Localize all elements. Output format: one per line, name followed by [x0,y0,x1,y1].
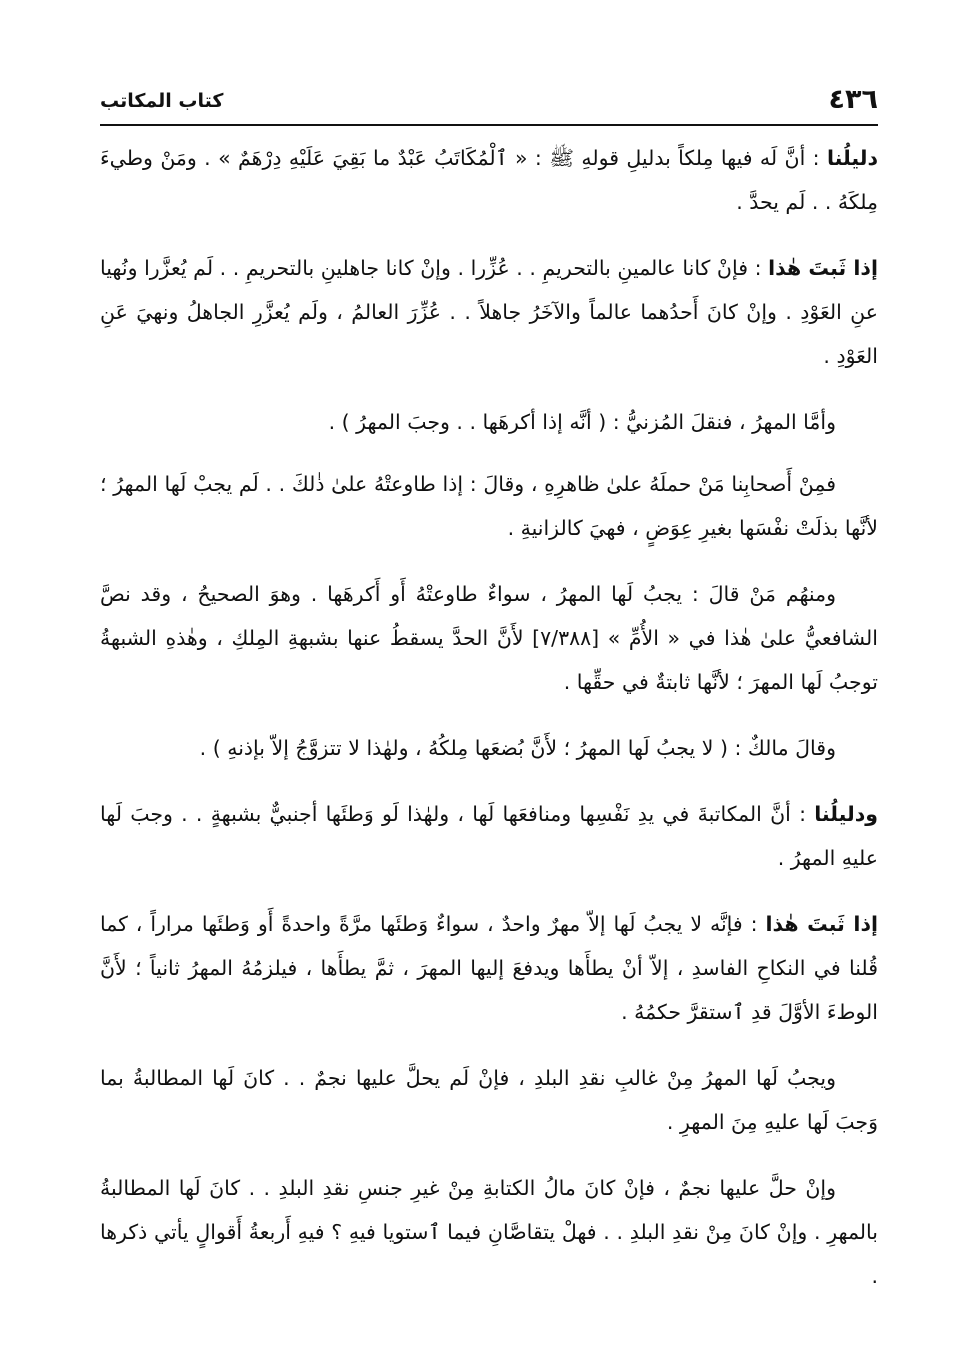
paragraph-text: وإنْ حلَّ عليها نجمٌ ، فإنْ كانَ مالُ الكتابةِ مِنْ غيرِ جنسِ نقدِ البلدِ . . كانَ لَها المطالبةُ بالمهرِ . وإنْ كانَ مِنْ نقدِ البلدِ . . فهلْ يتقاصَّانِ فيما ٱستويا فيهِ ؟ فيهِ أَربعةُ أَقوالٍ يأتي ذكرها . [100,1176,878,1288]
paragraph-second-opinion [100,572,878,704]
paragraph-text: : فإنْ كانا عالمينِ بالتحريمِ . . عُزِّرا . وإنْ كانا جاهلينِ بالتحريمِ . . لَم يُعزَّرا ونُهيا عنِ العَوْدِ . وإنْ كانَ أَحدُهما عالماً والآخَرُ جاهلاً . . عُزِّرَ العالمُ ، ولَم يُعزَّرِ الجاهلُ ونهيَ عَنِ العَوْدِ . [100,256,878,368]
paragraph-text: : أنَّ المكاتبةَ في يدِ نَفْسِها ومنافعَها لَها ، ولهٰذا لَو وَطئَها أجنبيٌّ بشبهةٍ . . وجبَ لَها عليهِ المهرُ . [100,802,878,870]
paragraph-malik-opinion [100,726,878,770]
paragraph-evidence-ownership [100,136,878,224]
paragraph-first-opinion [100,462,878,550]
paragraph-text: : أنَّ لَه فيها مِلكاً بدليلِ قولهِ ﷺ : « ٱلْمُكَاتَبُ عَبْدٌ ما بَقِيَ عَلَيْهِ دِرْهَمٌ » . ومَنْ وطيءَ مِلكَهُ . . لَم يحدَّ . [100,146,878,214]
paragraph-mahr-currency [100,1056,878,1144]
paragraph-lead: ودليلُنا [814,802,878,826]
paragraph-ruling-tazir [100,246,878,378]
paragraph-text: ويجبُ لَها المهرُ مِنْ غالبِ نقدِ البلدِ ، فإنْ لَم يحلَّ عليها نجمٌ . . كانَ لَها المطالبةُ بما وَجبَ لَها عليهِ مِنَ المهرِ . [100,1066,878,1134]
paragraph-lead: إذا ثَبتَ هٰذا [765,912,878,936]
paragraph-text: ومنهُم مَنْ قالَ : يجبُ لَها المهرُ ، سواءٌ طاوعتْهُ أَو أَكرهَها . وهوَ الصحيحُ ، وقد نصَّ الشافعيُّ علىٰ هٰذا في « الأُمِّ » [٧/٣٨٨] لأَنَّ الحدَّ يسقطُ عنها بشبهةِ المِلكِ ، وهٰذهِ الشبهةُ توجبُ لَها المهرَ ؛ لأنَّها ثابتةٌ في حقِّها . [100,582,878,694]
paragraph-text: وقالَ مالكٌ : ( لا يجبُ لَها المهرُ ؛ لأَنَّ بُضعَها مِلكُهُ ، ولهٰذا لا تتزوَّجُ إلاّ بإذنهِ ) . [199,736,836,760]
paragraph-single-mahr [100,902,878,1034]
paragraph-installment-due [100,1166,878,1298]
running-header [100,84,878,128]
page-number: ٤٣٦ [828,84,878,115]
paragraph-mahr-muzani [100,400,878,444]
paragraph-lead: إذا ثَبتَ هٰذا [768,256,878,280]
paragraph-lead: دليلُنا [826,146,878,170]
book-title: كتاب المكاتب [100,90,224,112]
paragraph-text: فمِنْ أَصحابِنا مَنْ حملَهُ علىٰ ظاهرِهِ ، وقالَ : إذا طاوعتْهُ علىٰ ذٰلكَ . . لَم يجبْ لَها المهرُ ؛ لأنَّها بذلَتْ نفْسَها بغيرِ عِوَضٍ ، فهيَ كالزانيةِ . [100,472,878,540]
paragraph-text: : فإنَّه لا يجبُ لَها إلاّ مهرٌ واحدٌ ، سواءٌ وَطئَها مرَّةً واحدةً أَو وَطئَها مراراً ، كما قُلنا في النكاحِ الفاسدِ ، إلاّ أنْ يطأَها ويدفعَ إليها المهرَ ، ثمَّ يطأَها ، فيلزمُهُ المهرُ ثانياً ؛ لأَنَّ الوطءَ الأوَّلَ قدِ ٱستقرَّ حكمُهُ . [100,912,878,1024]
header-rule [100,124,878,126]
main-text [100,136,878,1320]
paragraph-evidence-mukataba [100,792,878,880]
paragraph-text: وأمَّا المهرُ ، فنقلَ المُزنيُّ : ( أنَّه إذا أكرهَها . . وجبَ المهرُ ) . [328,410,836,434]
